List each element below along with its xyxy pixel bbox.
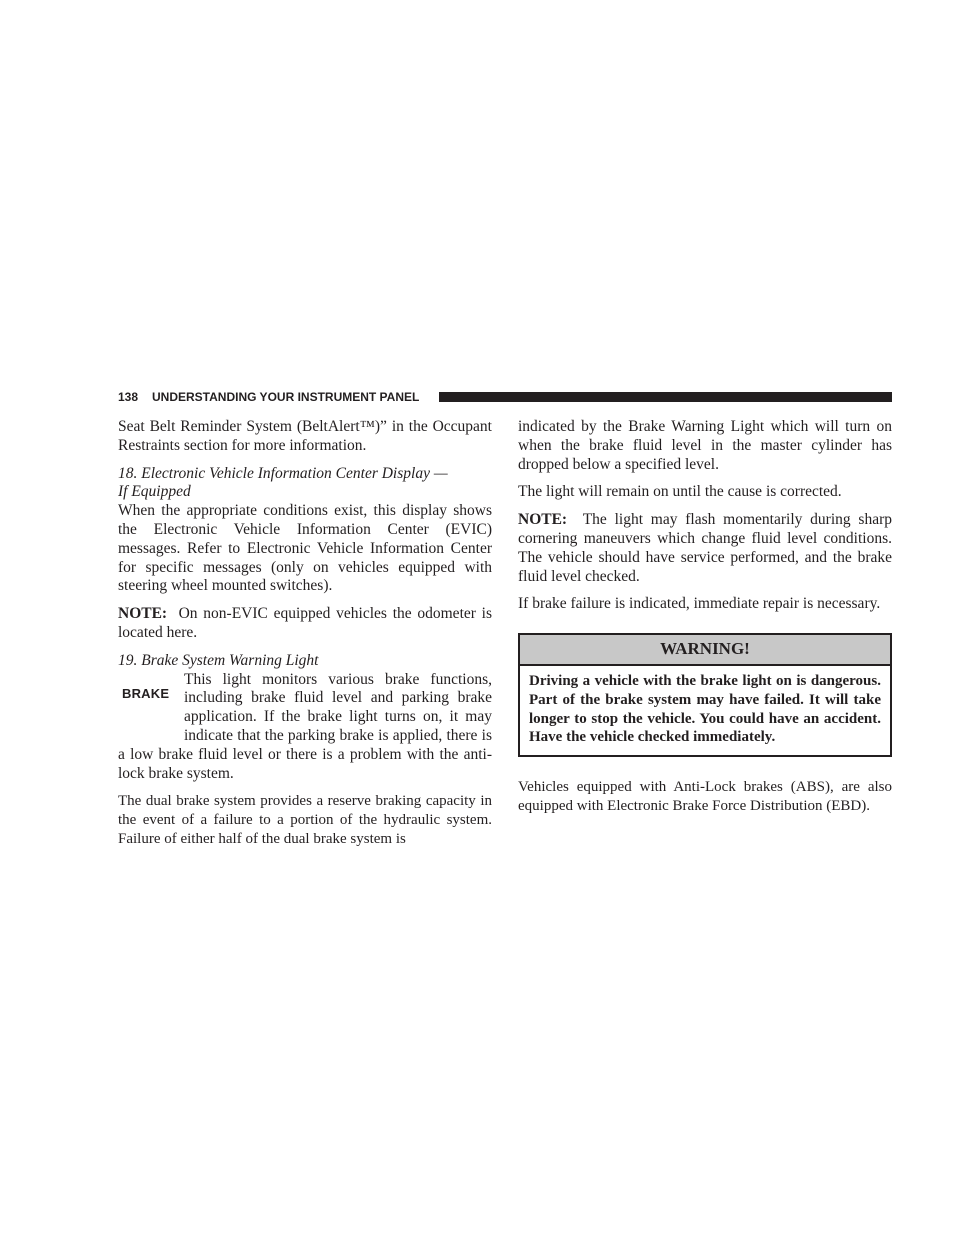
- brake-icon-label: BRAKE: [122, 685, 170, 701]
- warning-text: Driving a vehicle with the brake light on is dangerous. Part of the brake system may have failed. It will take longer to stop the vehicle. You could have an accident. Have the vehicle checked immediately.: [529, 673, 881, 746]
- heading-18-line-1: 18. Electronic Vehicle Information Center Display —: [118, 464, 448, 482]
- warning-box: [518, 633, 892, 757]
- left-column: [118, 418, 492, 858]
- note-text: The light may flash momentarily during sharp cornering maneuvers which change fluid level conditions. The vehicle should have service performed, and the brake fluid level checked.: [518, 511, 893, 585]
- section-title: UNDERSTANDING YOUR INSTRUMENT PANEL: [152, 390, 420, 404]
- page-number: 138: [118, 390, 139, 404]
- paragraph-dual-brake: The dual brake system provides a reserve braking capacity in the event of a failure to a portion of the hydraulic system. Failure of either half of the dual brake system is: [118, 793, 492, 847]
- header-rule-bar: [439, 392, 892, 402]
- warning-title: WARNING!: [520, 635, 890, 666]
- paragraph: Seat Belt Reminder System (BeltAlert™)” in the Occupant Restraints section for more information.: [118, 418, 492, 454]
- note-label: NOTE:: [118, 605, 168, 623]
- heading-18-line-2: If Equipped: [118, 483, 191, 501]
- page-header: [118, 389, 892, 405]
- note-label: NOTE:: [518, 511, 568, 529]
- paragraph-evic: When the appropriate conditions exist, this display shows the Electronic Vehicle Information Center (EVIC) messages. Refer to Electronic Vehicle Information Center for specific messages (only on vehicles equipped with steering wheel mounted switches).: [118, 502, 492, 595]
- paragraph-abs: Vehicles equipped with Anti-Lock brakes (ABS), are also equipped with Electronic Brake Force Distribution (EBD).: [518, 778, 892, 814]
- note-paragraph: [518, 511, 892, 586]
- heading-19: 19. Brake System Warning Light: [118, 651, 319, 669]
- paragraph-brake-light: This light monitors various brake functions, including brake fluid level and parking brake application. If the brake light turns on, it may indicate that the parking brake is applied, there is a low brake fluid level or there is a problem with the anti-lock brake system.: [118, 670, 492, 782]
- brake-warning-block: [118, 671, 492, 784]
- paragraph: indicated by the Brake Warning Light which will turn on when the brake fluid level in the master cylinder has dropped below a specified level.: [518, 418, 892, 473]
- note-paragraph: [118, 605, 492, 643]
- paragraph: If brake failure is indicated, immediate repair is necessary.: [518, 595, 881, 613]
- paragraph: The light will remain on until the cause is corrected.: [518, 483, 842, 501]
- right-column: [518, 418, 892, 825]
- brake-warning-icon: [118, 671, 176, 746]
- note-text: On non-EVIC equipped vehicles the odometer is located here.: [118, 605, 492, 641]
